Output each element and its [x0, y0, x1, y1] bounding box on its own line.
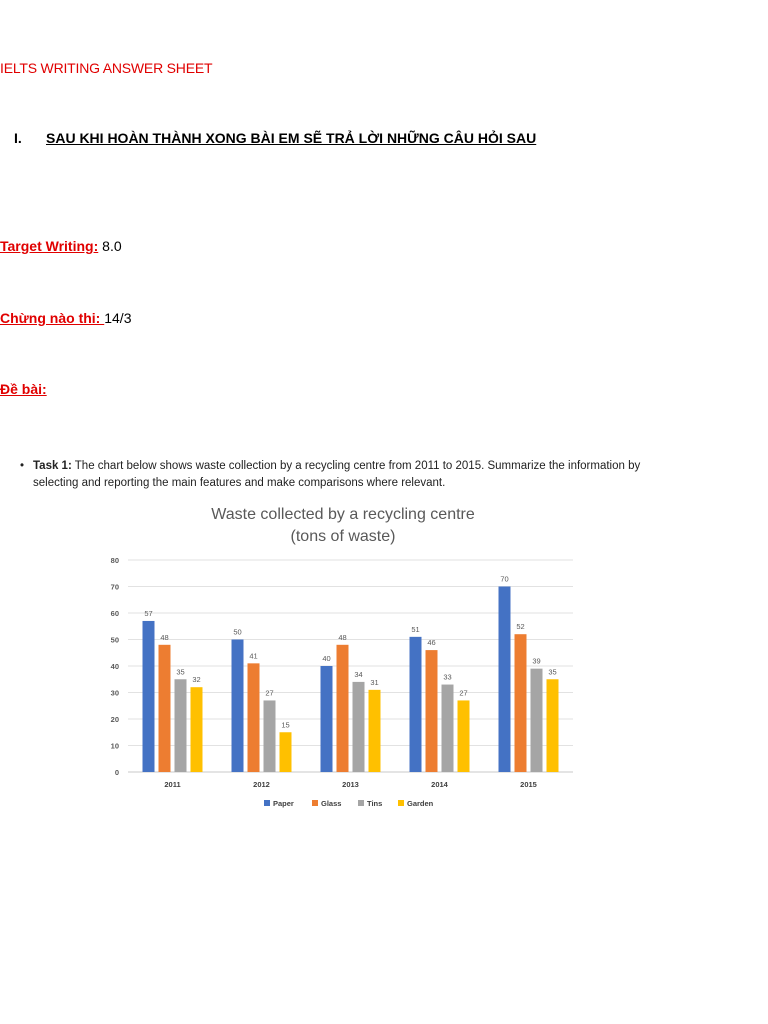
legend-swatch-glass: [312, 800, 318, 806]
bar-paper: [232, 640, 244, 773]
y-tick-label: 30: [110, 688, 119, 698]
x-tick-label: 2014: [431, 780, 448, 789]
bar-garden: [280, 732, 292, 772]
bar-tins: [264, 700, 276, 772]
y-tick-label: 10: [110, 741, 119, 751]
data-label: 31: [370, 677, 379, 687]
bar-glass: [248, 663, 260, 772]
bar-paper: [143, 621, 155, 772]
data-label: 32: [192, 675, 201, 685]
data-label: 40: [322, 654, 331, 663]
bar-tins: [175, 679, 187, 772]
section-number: I.: [14, 130, 22, 146]
section-heading-text: SAU KHI HOÀN THÀNH XONG BÀI EM SẼ TRẢ LỜI NHỮNG CÂU HỎI SAU: [46, 130, 537, 146]
y-tick-label: 70: [110, 582, 119, 592]
y-tick-label: 60: [110, 609, 119, 618]
data-label: 48: [338, 632, 347, 642]
legend-label: Tins: [367, 799, 383, 808]
exam-date-label: Chừng nào thi:: [0, 310, 105, 326]
bar-paper: [410, 637, 422, 772]
task-description: [20, 458, 660, 492]
data-label: 48: [160, 632, 169, 642]
legend-swatch-garden: [398, 800, 404, 806]
chart-title: Waste collected by a recycling centre: [211, 506, 475, 523]
bar-paper: [321, 666, 333, 772]
bullet-icon: •: [20, 460, 25, 472]
legend-label: Paper: [273, 799, 294, 808]
bar-garden: [191, 687, 203, 772]
bar-glass: [159, 645, 171, 772]
data-label: 52: [516, 622, 525, 632]
y-tick-label: 40: [110, 662, 119, 671]
data-label: 27: [265, 688, 274, 698]
legend-label: Garden: [407, 799, 434, 808]
y-tick-label: 20: [110, 715, 119, 724]
chart-subtitle: (tons of waste): [290, 528, 396, 545]
waste-bar-chart: [100, 498, 590, 823]
target-writing-label: Target Writing:: [0, 238, 99, 254]
y-tick-label: 0: [114, 768, 119, 777]
data-label: 39: [532, 656, 541, 666]
bar-tins: [353, 682, 365, 772]
data-label: 35: [176, 667, 185, 677]
bar-tins: [531, 669, 543, 772]
task-text: The chart below shows waste collection by a recycling centre from 2011 to 2015. Summarize the information by selecting and reporting the main features and make comparisons where relevant.: [33, 460, 641, 489]
section-heading: [14, 130, 536, 146]
x-tick-label: 2013: [342, 780, 359, 789]
bar-paper: [499, 587, 511, 773]
data-label: 41: [249, 651, 258, 661]
legend-label: Glass: [321, 799, 342, 808]
page-title: IELTS WRITING ANSWER SHEET: [0, 60, 213, 76]
bar-glass: [337, 645, 349, 772]
bar-glass: [515, 634, 527, 772]
data-label: 46: [427, 638, 436, 648]
data-label: 27: [459, 688, 468, 698]
data-label: 50: [233, 627, 242, 637]
data-label: 51: [411, 624, 420, 634]
task-label: Task 1:: [33, 460, 72, 472]
prompt-label: Đề bài:: [0, 381, 47, 397]
data-label: 34: [354, 669, 363, 679]
legend-swatch-paper: [264, 800, 270, 806]
bar-glass: [426, 650, 438, 772]
target-writing-value: 8.0: [98, 238, 122, 254]
legend-swatch-tins: [358, 800, 364, 806]
y-tick-label: 80: [110, 556, 119, 565]
exam-date-field: [0, 310, 131, 326]
data-label: 35: [548, 667, 557, 677]
exam-date-value: 14/3: [104, 310, 132, 326]
x-tick-label: 2015: [520, 780, 537, 789]
data-label: 15: [281, 720, 290, 730]
data-label: 57: [144, 608, 153, 618]
bar-tins: [442, 685, 454, 772]
prompt-field: [0, 381, 47, 397]
target-writing-field: [0, 238, 122, 254]
bar-garden: [458, 700, 470, 772]
x-tick-label: 2011: [164, 780, 181, 789]
data-label: 33: [443, 672, 452, 682]
bar-garden: [547, 679, 559, 772]
data-label: 70: [500, 574, 509, 584]
x-tick-label: 2012: [253, 780, 270, 789]
y-tick-label: 50: [110, 635, 119, 645]
bar-garden: [369, 690, 381, 772]
